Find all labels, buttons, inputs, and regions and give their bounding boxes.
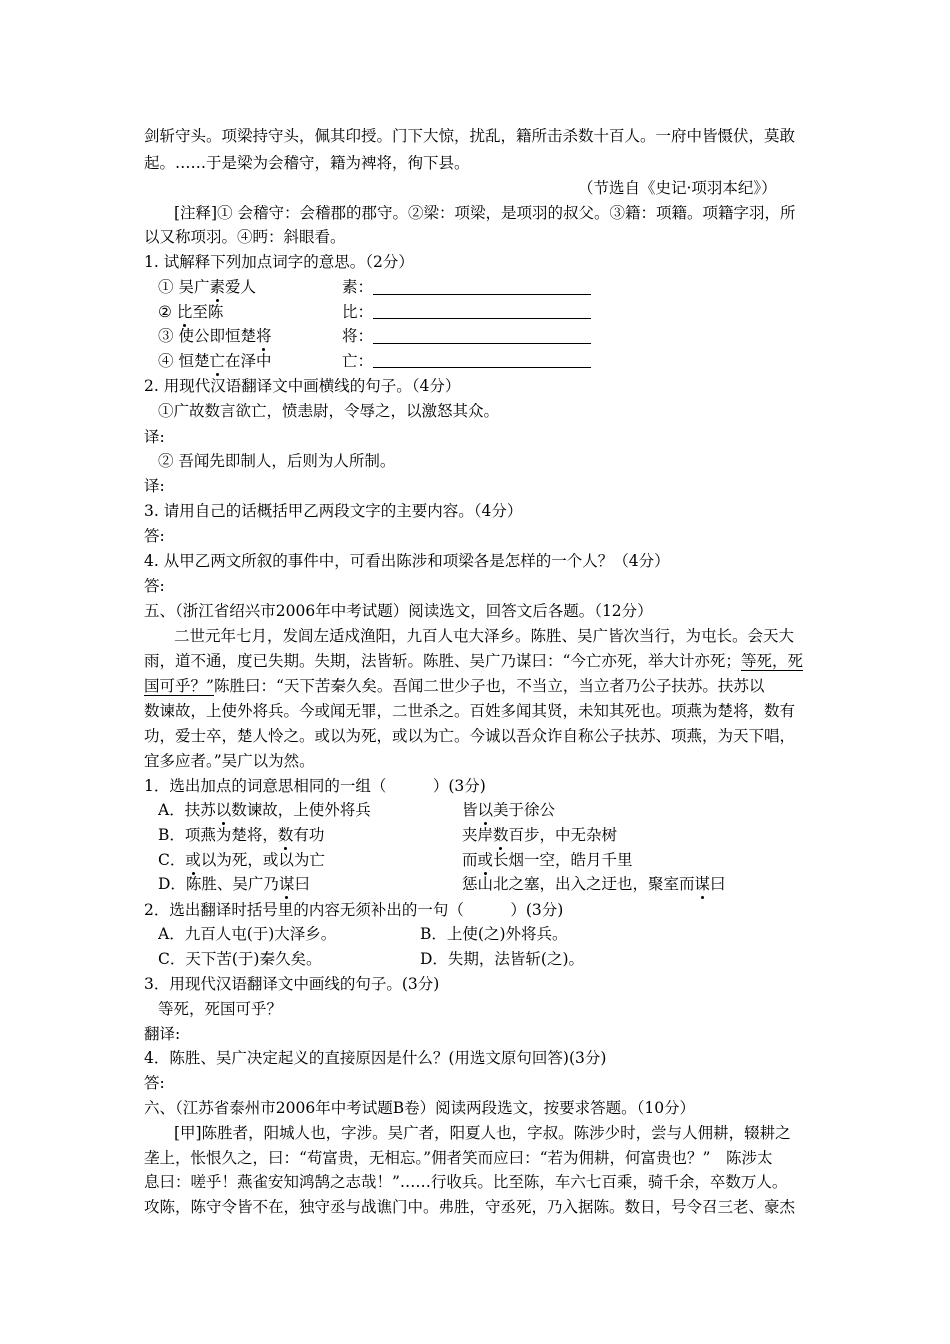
source-citation: （节选自《史记·项羽本纪》） <box>578 179 777 197</box>
answer-label: 答: <box>144 1074 165 1092</box>
question-title: 3．用现代汉语翻译文中画线的句子。(3分) <box>144 975 440 993</box>
section-heading: 五、（浙江省绍兴市2006年中考试题）阅读选文，回答文后各题。（12分） <box>144 602 653 620</box>
vocab-label: 将： <box>342 327 374 345</box>
option-b: B．上使(之)外将兵。 <box>420 925 568 943</box>
section-heading: 六、（江苏省泰州市2006年中考试题B卷）阅读两段选文，按要求答题。（10分） <box>144 1099 696 1117</box>
passage-line: 雨，道不通，度已失期。失期，法皆斩。陈胜、吴广乃谋曰：“今亡亦死，举大计亦死；等死，死 <box>144 652 803 670</box>
option-d-right: 惩山北之塞，出入之迂也，聚室而谋曰 <box>462 872 726 896</box>
underlined-sentence: 国可乎？” <box>144 677 214 695</box>
answer-blank[interactable] <box>373 318 591 319</box>
option-c-left: C．或以为死，或以为亡 <box>158 848 325 872</box>
option-a-left: A．扶苏以数谏故，上使外将兵 <box>158 798 371 822</box>
vocab-item: ① 吴广素爱人 <box>158 275 256 299</box>
answer-blank[interactable] <box>373 294 591 295</box>
option-b-left: B．项燕为楚将，数有功 <box>158 823 324 847</box>
passage-line: 数谏故，上使外将兵。今或闻无罪，二世杀之。百姓多闻其贤，未知其死也。项燕为楚将，数有 <box>144 702 796 720</box>
question-title: 4. 从甲乙两文所叙的事件中，可看出陈涉和项梁各是怎样的一个人？（4分） <box>144 552 670 570</box>
passage-line: 息曰：嗟乎！燕雀安知鸿鹄之志哉！”……行收兵。比至陈，车六七百乘，骑千余，卒数万人。 <box>144 1173 788 1191</box>
answer-label: 答: <box>144 527 165 545</box>
option-d-left: D．陈胜、吴广乃谋曰 <box>158 872 310 896</box>
sentence: ② 吾闻先即制人，后则为人所制。 <box>158 452 396 470</box>
option-c: C．天下苦(于)秦久矣。 <box>158 950 322 968</box>
vocab-item: ④ 恒楚亡在泽中 <box>158 349 272 373</box>
passage-line: [甲]陈胜者，阳城人也，字涉。吴广者，阳夏人也，字叔。陈涉少时，尝与人佣耕，辍耕之 <box>174 1124 791 1142</box>
answer-blank[interactable] <box>373 367 591 368</box>
sentence: ①广故数言欲亡，愤恚尉，令辱之，以激怒其众。 <box>158 402 500 420</box>
passage-line: 功，爱士卒，楚人怜之。或以为死，或以为亡。今诚以吾众诈自称公子扶苏、项燕，为天下唱， <box>144 727 796 745</box>
vocab-label: 亡： <box>342 352 374 370</box>
option-a-right: 皆以美于徐公 <box>462 798 555 822</box>
notes-line: 以又称项羽。④眄：斜眼看。 <box>144 228 346 246</box>
vocab-label: 比： <box>342 303 374 321</box>
answer-label: 答: <box>144 577 165 595</box>
passage-line: 剑斩守头。项梁持守头，佩其印授。门下大惊，扰乱，籍所击杀数十百人。一府中皆慑伏，莫敢 <box>144 127 796 145</box>
answer-blank[interactable] <box>373 343 591 344</box>
question-title: 2. 用现代汉语翻译文中画横线的句子。（4分） <box>144 377 461 395</box>
answer-label: 翻译: <box>144 1025 181 1043</box>
passage-line: 国可乎？”陈胜曰：“天下苦秦久矣。吾闻二世少子也，不当立，当立者乃公子扶苏。扶苏以 <box>144 677 765 695</box>
option-c-right: 而或长烟一空，皓月千里 <box>462 848 633 872</box>
passage-line: 二世元年七月，发闾左适戍渔阳，九百人屯大泽乡。陈胜、吴广皆次当行，为屯长。会天大 <box>174 627 795 645</box>
option-b-right: 夹岸数百步，中无杂树 <box>462 823 617 847</box>
passage-line: 起。……于是梁为会稽守，籍为裨将，徇下县。 <box>144 154 470 172</box>
option-a: A．九百人屯(于)大泽乡。 <box>158 925 337 943</box>
notes-line: [注释]① 会稽守：会稽郡的郡守。②梁：项梁，是项羽的叔父。③籍：项籍。项籍字羽，所 <box>174 204 796 222</box>
vocab-label: 素： <box>342 278 374 296</box>
question-title: 4．陈胜、吴广决定起义的直接原因是什么？(用选文原句回答)(3分) <box>144 1049 607 1067</box>
passage-line: 宜多应者。”吴广以为然。 <box>144 752 315 770</box>
option-d: D．失期，法皆斩(之)。 <box>420 950 585 968</box>
question-title: 3. 请用自己的话概括甲乙两段文字的主要内容。（4分） <box>144 502 523 520</box>
question-title: 1. 试解释下列加点词字的意思。（2分） <box>144 253 414 271</box>
vocab-item: ③ 使公即恒楚将 <box>158 324 271 348</box>
vocab-item: ② 比至陈 <box>158 300 223 324</box>
question-title: 1．选出加点的词意思相同的一组（ ）(3分) <box>144 777 486 795</box>
passage-line: 垄上，怅恨久之，曰：“苟富贵，无相忘。”佣者笑而应曰：“若为佣耕，何富贵也？” 陈涉太 <box>144 1149 773 1167</box>
answer-label: 译: <box>144 477 165 495</box>
answer-label: 译: <box>144 428 165 446</box>
sentence: 等死，死国可乎？ <box>158 1000 283 1018</box>
passage-line: 攻陈，陈守令皆不在，独守丞与战谯门中。弗胜，守丞死，乃入据陈。数日，号令召三老、豪杰 <box>144 1198 796 1216</box>
question-title: 2．选出翻译时括号里的内容无须补出的一句（ ）(3分) <box>144 901 564 919</box>
underlined-sentence: 等死，死 <box>740 652 803 670</box>
